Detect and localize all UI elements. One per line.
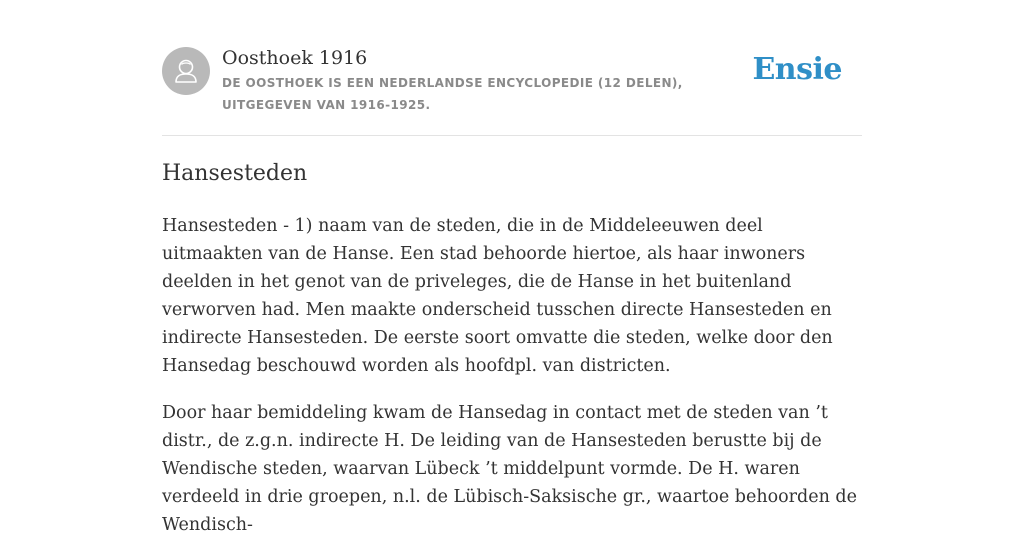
user-avatar-icon bbox=[162, 47, 210, 95]
article-title: Hansesteden bbox=[162, 161, 308, 186]
article-body bbox=[162, 212, 862, 558]
header-divider bbox=[162, 135, 862, 136]
source-header bbox=[162, 40, 862, 120]
article-paragraph: Door haar bemiddeling kwam de Hansedag in contact met de steden van ’t distr., de z.g.n. indirecte H. De leiding van de Hansesteden berustte bij de Wendische steden, waarvan Lübeck ’t middelpunt vormde. De H. waren verdeeld in drie groepen, n.l. de Lübisch-Saksische gr., waartoe behoorden de Wendisch- bbox=[162, 403, 857, 535]
source-description: DE OOSTHOEK IS EEN NEDERLANDSE ENCYCLOPEDIE (12 DELEN), UITGEGEVEN VAN 1916-1925. bbox=[222, 76, 683, 112]
ensie-logo[interactable]: Ensie bbox=[752, 52, 842, 87]
source-title[interactable]: Oosthoek 1916 bbox=[222, 47, 368, 69]
article-paragraph: Hansesteden - 1) naam van de steden, die in de Middeleeuwen deel uitmaakten van de Hanse. Een stad behoorde hiertoe, als haar inwoners deelden in het genot van de priveleges, die de Hanse in het buitenland verworven had. Men maakte onderscheid tusschen directe Hansesteden en indirecte Hansesteden. De eerste soort omvatte die steden, welke door den Hansedag beschouwd worden als hoofdpl. van districten. bbox=[162, 216, 833, 376]
source-avatar[interactable] bbox=[162, 47, 210, 95]
